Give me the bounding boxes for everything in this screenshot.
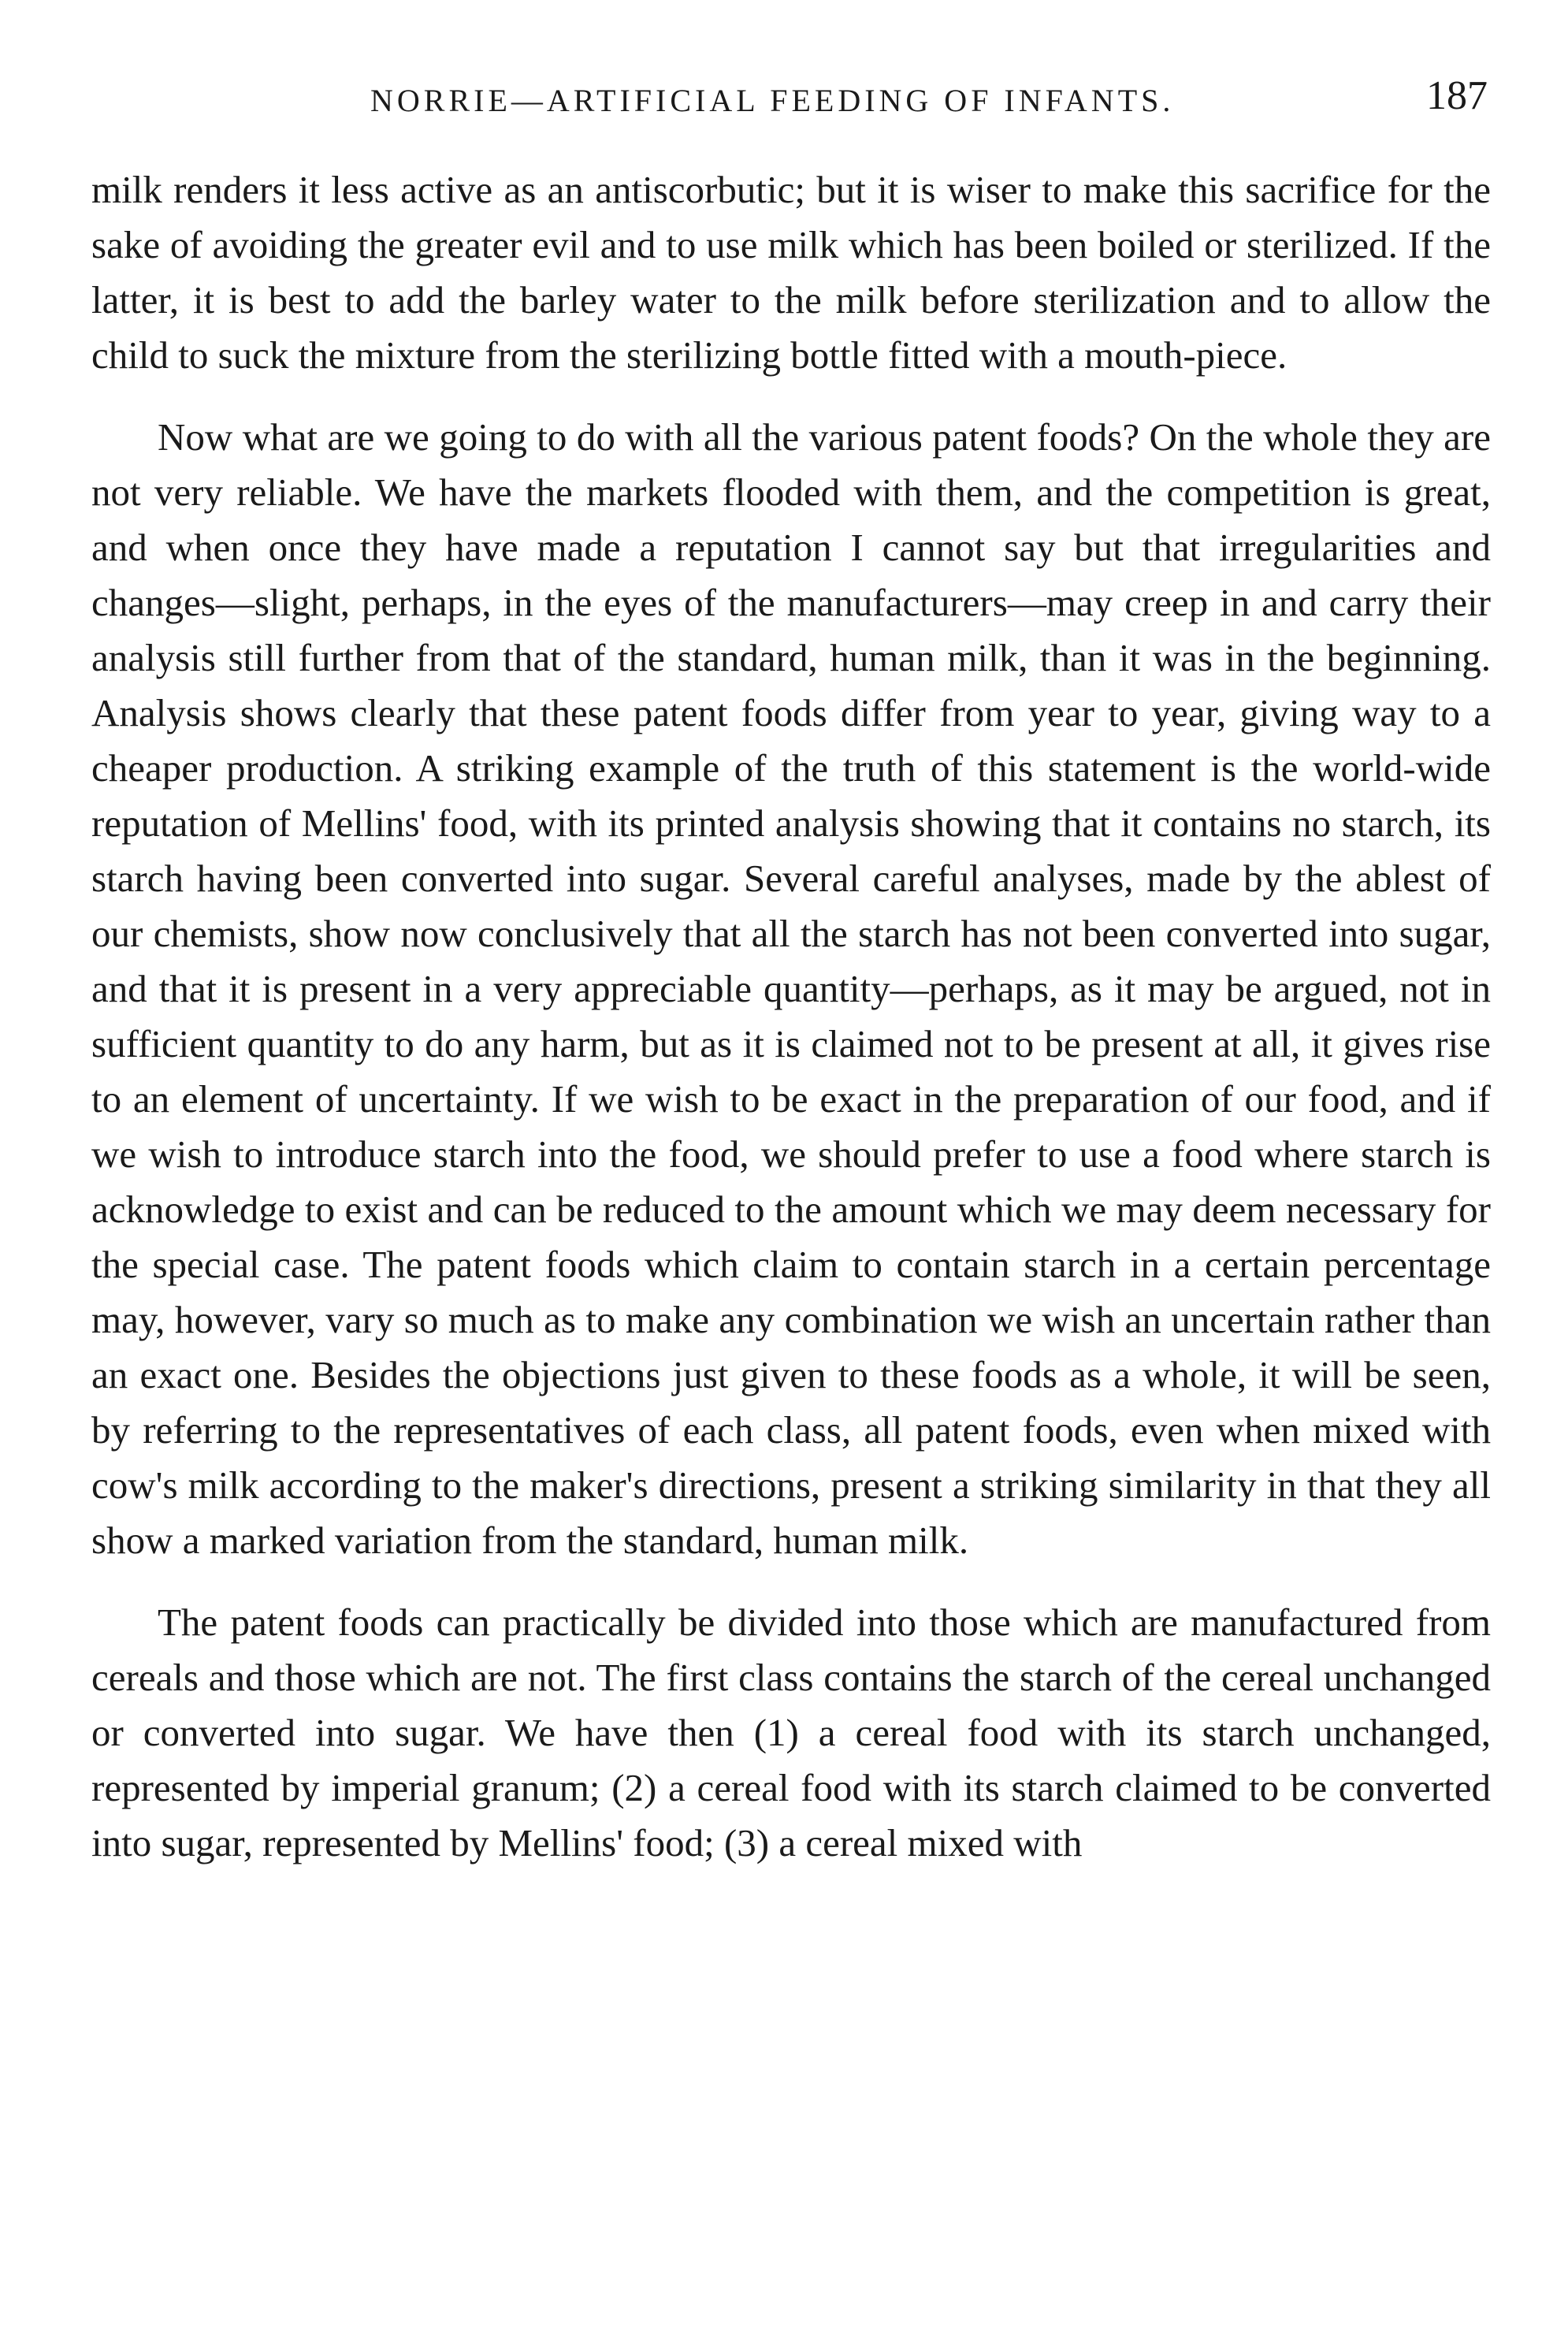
- running-head: NORRIE—ARTIFICIAL FEEDING OF INFANTS.: [370, 83, 1175, 118]
- body-text: [91, 162, 1491, 1871]
- paragraph-continuation: milk renders it less active as an antiscorbutic; but it is wiser to make this sacrifice for the sake of avoiding the greater evil and to use milk which has been boiled or sterilized. If the latter, it is best to add the barley water to the milk before sterilization and to allow the child to suck the mixture from the sterilizing bottle fitted with a mouth-piece.: [91, 168, 1491, 377]
- paragraph-food-classes: The patent foods can practically be divided into those which are manufactured from cereals and those which are not. The first class contains the starch of the cereal unchanged or converted into sugar. We have then (1) a cereal food with its starch unchanged, represented by imperial granum; (2) a cereal food with its starch claimed to be converted into sugar, represented by Mellins' food; (3) a cereal mixed with: [91, 1600, 1491, 1864]
- page-number: 187: [1426, 73, 1488, 118]
- paragraph-patent-foods: Now what are we going to do with all the various patent foods? On the whole they are not very reliable. We have the markets flooded with them, and the competition is great, and when once they have made a reputation I cannot say but that irregularities and changes—slight, perhaps, in the eyes of the manufacturers—may creep in and carry their analysis still further from that of the standard, human milk, than it was in the beginning. Analysis shows clearly that these patent foods differ from year to year, giving way to a cheaper production. A striking example of the truth of this statement is the world-wide reputation of Mellins' food, with its printed analysis showing that it contains no starch, its starch having been converted into sugar. Several careful analyses, made by the ablest of our chemists, show now conclusively that all the starch has not been converted into sugar, and that it is present in a very appreciable quantity—perhaps, as it may be argued, not in sufficient quantity to do any harm, but as it is claimed not to be present at all, it gives rise to an element of uncertainty. If we wish to be exact in the preparation of our food, and if we wish to introduce starch into the food, we should prefer to use a food where starch is acknowledge to exist and can be reduced to the amount which we may deem necessary for the special case. The patent foods which claim to contain starch in a certain percentage may, however, vary so much as to make any combination we wish an uncertain rather than an exact one. Besides the objections just given to these foods as a whole, it will be seen, by referring to the representatives of each class, all patent foods, even when mixed with cow's milk according to the maker's directions, present a striking similarity in that they all show a marked variation from the standard, human milk.: [91, 415, 1491, 1562]
